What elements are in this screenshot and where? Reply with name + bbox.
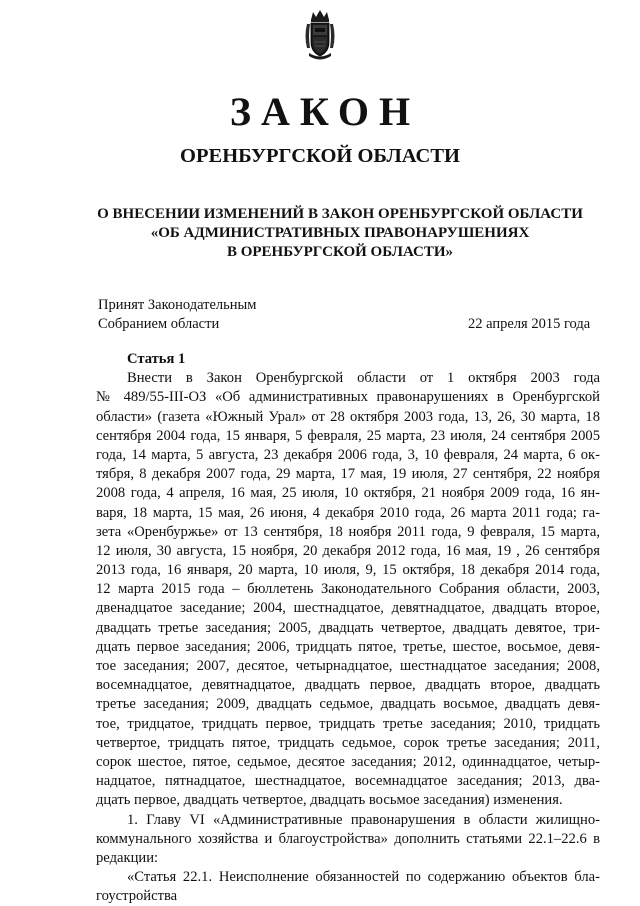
adoption-line: Принят Законодательным [98, 297, 257, 313]
article-line: двадцать третье заседания; 2005, двадцать четвертое, двадцать девятое, три- [96, 619, 600, 636]
article-line: области» (газета «Южный Урал» от 28 октября 2003 года, 13, 26, 30 марта, 18 [96, 408, 600, 425]
article-line: № 489/55-III-ОЗ «Об административных правонарушениях в Оренбургской [96, 389, 600, 406]
article-line: тое, тридцатое, тридцать первое, тридцать третье заседания; 2010, тридцать [96, 715, 600, 732]
article-line: третье заседания; 2009, двадцать седьмое, двадцать восьмое, двадцать девя- [96, 696, 600, 713]
article-line: «Статья 22.1. Неисполнение обязанностей по содержанию объектов бла- [127, 869, 600, 886]
article-line: двенадцатое заседание; 2004, шестнадцатое, девятнадцатое, двадцать второе, [96, 600, 600, 617]
document-subject [60, 205, 620, 262]
adoption-line: Собранием области [98, 316, 220, 332]
article-line: надцатое, пятнадцатое, шестнадцатое, восемнадцатое заседания; 2013, два- [96, 773, 600, 790]
article-line: 2008 года, 4 апреля, 16 мая, 25 июля, 10 октября, 21 ноября 2009 года, 16 ян- [96, 485, 600, 502]
article-line: Внести в Закон Оренбургской области от 1 октября 2003 года [127, 370, 600, 387]
article-line: сентября 2004 года, 15 января, 5 февраля, 25 марта, 23 июля, 24 сентября 2005 [96, 427, 600, 444]
article-line: варя, 18 марта, 15 мая, 26 июня, 4 декабря 2010 года, 26 марта 2011 года; га- [96, 504, 600, 521]
article-line: сорок шестое, пятое, седьмое, десятое заседания; 2012, одиннадцатое, четыр- [96, 753, 600, 770]
article-line: гоустройства [96, 888, 178, 905]
article-line: года, 14 марта, 5 августа, 23 декабря 2006 года, 3, 10 февраля, 24 марта, 6 ок- [96, 446, 600, 463]
article-line: 1. Главу VI «Административные правонарушения в области жилищно- [127, 811, 600, 828]
article-line: зета «Оренбуржье» от 13 сентября, 18 ноября 2011 года, 9 февраля, 15 марта, [96, 523, 600, 540]
document-title: ЗАКОН [229, 89, 421, 134]
subject-line: «ОБ АДМИНИСТРАТИВНЫХ ПРАВОНАРУШЕНИЯХ [150, 225, 530, 241]
article-line: 12 июля, 30 августа, 15 ноября, 20 декабря 2012 года, 16 мая, 19 , 26 сентября [96, 542, 600, 559]
article-line: дцать первое, двадцать четвертое, двадцать восьмое заседания) изменения. [96, 792, 563, 809]
article-heading: Статья 1 [127, 351, 186, 367]
article-line: 2013 года, 16 января, 20 марта, 10 июля, 9, 15 октября, 18 декабря 2014 года, [96, 562, 600, 579]
article-line: 12 марта 2015 года – бюллетень Законодательного Собрания области, 2003, [96, 581, 600, 598]
subject-line: В ОРЕНБУРГСКОЙ ОБЛАСТИ» [226, 244, 454, 260]
adoption-date: 22 апреля 2015 года [468, 316, 591, 332]
article-line: редакции: [96, 849, 159, 866]
article-line: дцать первое заседания; 2006, тридцать пятое, третье, шестое, восьмое, девя- [96, 638, 600, 655]
article-line: восемнадцатое, девятнадцатое, двадцать первое, двадцать второе, двадцать [96, 677, 600, 694]
article-line: тое заседания; 2007, десятое, четырнадцатое, шестнадцатое заседания; 2008, [96, 658, 600, 675]
orenburg-coat-of-arms-icon [303, 8, 337, 60]
article-line: коммунального хозяйства и благоустройства» дополнить статьями 22.1–22.6 в [96, 830, 600, 847]
subject-line: О ВНЕСЕНИИ ИЗМЕНЕНИЙ В ЗАКОН ОРЕНБУРГСКОЙ ОБЛАСТИ [97, 206, 583, 222]
article-body [96, 350, 600, 906]
document-region-title: ОРЕНБУРГСКОЙ ОБЛАСТИ [180, 145, 460, 167]
article-line: четвертое, тридцать пятое, тридцать седьмое, сорок третье заседания; 2011, [96, 734, 600, 751]
adoption-note [98, 296, 256, 334]
article-line: тября, 8 декабря 2007 года, 29 марта, 17 мая, 19 июля, 27 сентября, 22 ноября [96, 466, 600, 483]
